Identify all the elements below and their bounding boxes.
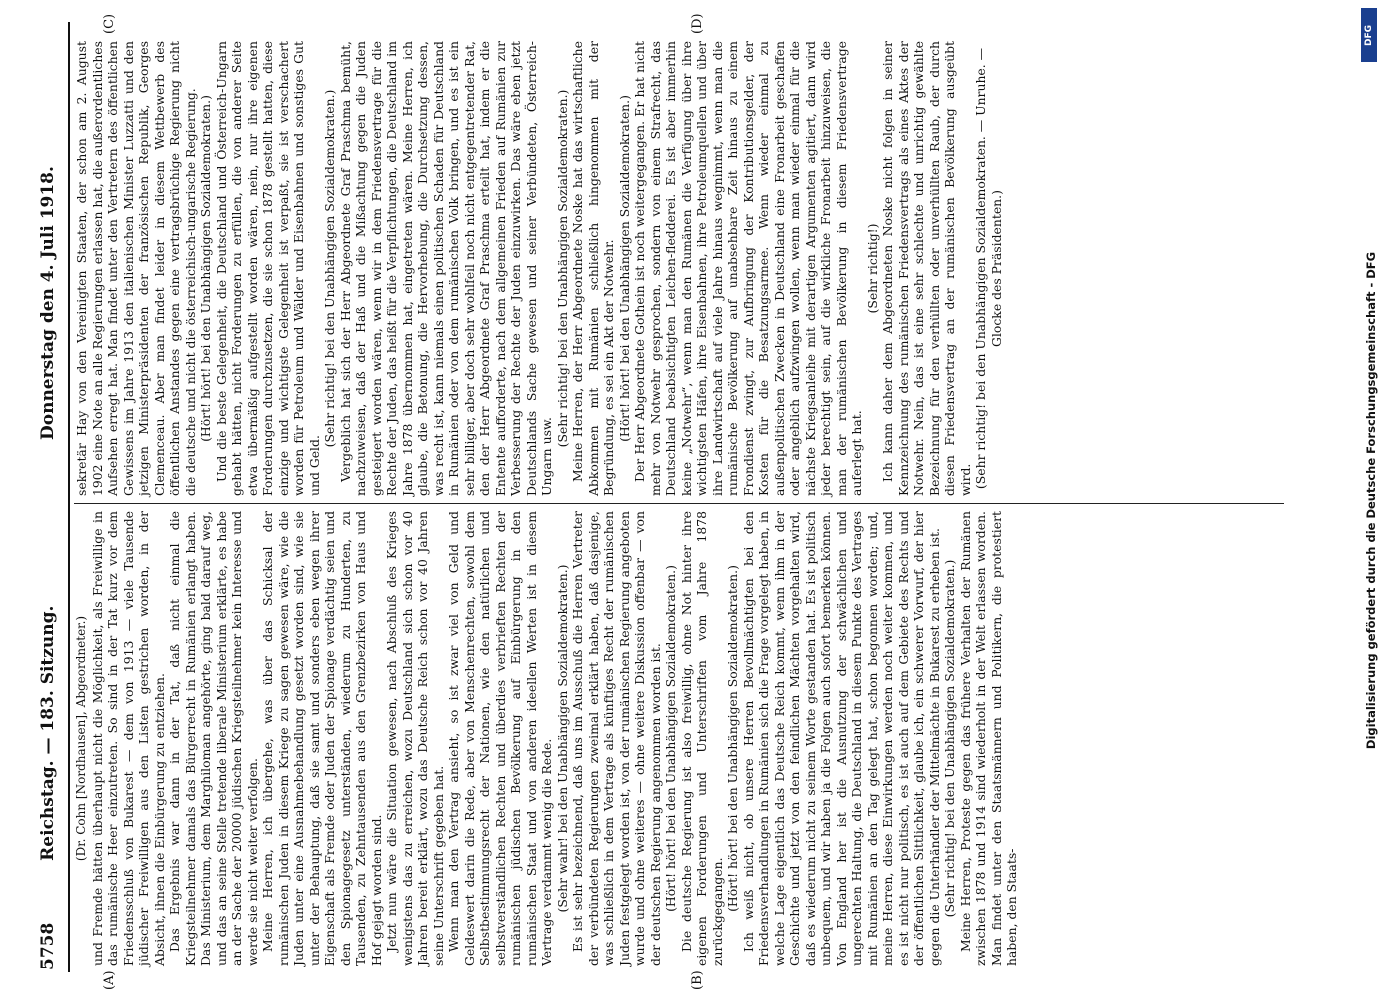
interjection: (Sehr richtig! bei den Unabhängigen Sozialdemokraten.) xyxy=(942,559,957,918)
paragraph: und Fremde hätten überhaupt nicht die Möglichkeit, als Freiwillige in das rumänische Heer einzutreten. So sind in der Tat kurz vor dem Friedensschluß von Bukarest — dem von 1913 — viele Tausende jüdischer Freiwilligen aus den Listen gestrichen worden, in der Absicht, ihnen die Einbürgerung zu entziehen. xyxy=(89,511,167,966)
right-column xyxy=(74,41,1004,496)
paragraph: Ich weiß nicht, ob unsere Herren Bevollmächtigten bei den Friedensverhandlungen in Rumänien sich die Frage vorgelegt haben, in welche Lage eigentlich das Deutsche Reich kommt, wenn ihm in der Geschichte und jetzt von den feindlichen Mächten vorgehalten wird, daß es wiederum nicht zu seinem Worte gestanden hat. Es ist politisch unbequem, und wir haben ja die Folgen auch sofort bemerken können. Von England her ist die Ausnutzung der schwächlichen und ungerechten Haltung, die Deutschland in diesem Punkte des Vertrages mit Rumänien an den Tag gelegt hat, schon begonnen worden; und, meine Herren, diese Einwirkungen werden noch weiter kommen, und es ist nicht nur politisch, es ist auch auf dem Gebiete des Rechts und der öffentlichen Sittlichkeit, glaube ich, ein schwerer Vorwurf, der hier gegen die Unterhändler der Mittelmächte in Bukarest zu erheben ist. xyxy=(740,511,942,966)
paragraph: Meine Herren, Proteste gegen das frühere Verhalten der Rumänen zwischen 1878 und 1914 sind wiederholt in der Welt erlassen worden. Man findet unter den Staatsmännern und Politikern, die protestiert haben, den Staats- xyxy=(957,511,1019,966)
interjection: (Hört! hört! bei den Unabhängigen Sozialdemokraten.) xyxy=(663,565,678,912)
paragraph: Der Herr Abgeordnete Gothein ist noch weitergegangen. Er hat nicht mehr von Notwehr gesprochen, sondern von einem Strafrecht, das Deutschland beabsichtigten Leichen-fledderei. Es ist aber immerhin keine „Notwehr“, wenn man den Rumänen die Verfügung über ihre wichtigsten Häfen, ihre Eisenbahnen, ihre Petroleumquellen und über ihre Landwirtschaft auf viele Jahre hinaus wegnimmt, wenn man die rumänische Bevölkerung auf unabsehbare Zeit hinaus zu einem Frondienst zwingt, zur Aufbringung der Kontributionsgelder, der Kosten für die Besatzungsarmee. Wenn wieder einmal zu außenpolitischen Zwecken in Deutschland eine Fronarbeit geschaffen oder angeblich aufzwingen wollen, wenn man wieder einmal für die nächste Kriegsanleihe mit derartigen Argumenten agitiert, dann wird jeder berechtigt sein, auf die wirkliche Fronarbeit hinzuweisen, die man der rumänischen Bevölkerung in diesem Friedensvertrage auferlegt hat. xyxy=(632,41,864,496)
paragraph: Jetzt nun wäre die Situation gewesen, nach Abschluß des Krieges wenigstens das zu erreichen, wozu Deutschland sich schon vor 40 Jahren bereit erklärt, wozu das Deutsche Reich schon vor 40 Jahren seine Unterschrift gegeben hat. xyxy=(384,511,446,966)
paragraph: Das Ergebnis war dann in der Tat, daß nicht einmal die Kriegsteilnehmer damals das Bürgerrecht in Rumänien erlangt haben. Das Ministerium, dem Marghiloman angehörte, ging bald darauf weg, und das an seine Stelle tretende liberale Ministerium erklärte, es habe an der Sache der 20000 jüdischen Kriegsteilnehmer kein Interesse und werde sie nicht weiter verfolgen. xyxy=(167,511,260,966)
digitization-credit xyxy=(1359,8,1383,993)
paragraph: Und die beste Gelegenheit, die Deutschland und Österreich-Ungarn gehabt hätten, nicht Forderungen zu erfüllen, die von anderer Seite etwa übermäßig aufgestellt worden wären, nein, nur ihre eigenen Forderungen durchzusetzen, die sie schon 1878 gestellt hatten, diese einzige und wichtigste Gelegenheit ist verpaßt, sie ist verschachert worden für Petroleum und Wälder und Eisenbahnen und sonstiges Gut und Geld. xyxy=(213,41,322,496)
interjection: (Sehr richtig! bei den Unabhängigen Sozialdemokraten.) xyxy=(554,89,570,448)
interjection: (Sehr richtig! bei den Unabhängigen Sozialdemokraten.) xyxy=(322,89,337,448)
interjection: (Hört! hört! bei den Unabhängigen Sozialdemokraten.) xyxy=(198,95,213,442)
column-divider xyxy=(74,503,1284,504)
interjection: (Hört! hört! bei den Unabhängigen Sozialdemokraten.) xyxy=(616,95,632,442)
header-rule xyxy=(68,22,70,972)
date-title: Donnerstag den 4. Juli 1918. xyxy=(38,166,58,440)
paragraph: Die deutsche Regierung ist also freiwillig, ohne Not hinter ihre eigenen Forderungen und Unterschriften vom Jahre 1878 zurückgegangen. xyxy=(678,511,725,966)
page-number: 5758 xyxy=(38,922,58,970)
paragraph: Vergeblich hat sich der Herr Abgeordnete Graf Praschma bemüht, nachzuweisen, daß der Haß und die Mißachtung gegen die Juden gesteigert worden wären, wenn wir in dem Friedensvertrage für die Rechte der Juden, das heißt für die Verpflichtungen, die Deutschland im Jahre 1878 übernommen hat, eingetreten wären. Meine Herren, ich glaube, die Betonung, die Hervorhebung, die Durchsetzung dessen, was recht ist, kann niemals einen politischen Schaden für Deutschland in Rumänien oder von dem rumänischen Volk bringen, und es ist ein sehr billiger, aber doch sehr wohlfeil noch nicht entgegentretender Rat, den der Herr Abgeordnete Graf Praschma erteilt hat, indem er die Entente aufforderte, nach dem allgemeinen Frieden auf Rumänien zur Verbesserung der Rechte der Juden einzuwirken. Das wäre eben jetzt Deutschlands Sache gewesen und seiner Verbündeten, Österreich-Ungarn usw. xyxy=(337,41,554,496)
margin-mark-b: (B) xyxy=(690,970,705,990)
paragraph: Ich kann daher dem Abgeordneten Noske nicht folgen in seiner Kennzeichnung des rumänischen Friedensvertrags als eines Aktes der Notwehr. Nein, das ist eine sehr schlechte und unrichtig gewählte Bezeichnung für den verhüllten oder unverhüllten Raub, der durch diesen Friedensvertrag an der rumänischen Bevölkerung ausgeübt wird. xyxy=(880,41,973,496)
margin-mark-a: (A) xyxy=(102,970,117,990)
interjection: (Sehr richtig! bei den Unabhängigen Sozialdemokraten. — Unruhe. — Glocke des Präsidenten.) xyxy=(973,47,1004,490)
paragraph: Wenn man den Vertrag ansieht, so ist zwar viel von Geld und Geldeswert darin die Rede, aber von Menschenrechten, sowohl dem Selbstbestimmungsrecht der Nationen, wie den natürlichen und selbstverständlichen Rechten und überdies verbrieften Rechten der rumänischen jüdischen Bevölkerung auf Einbürgerung in den rumänischen Staat und von anderen ideellen Werten ist in diesem Vertrage verdammt wenig die Rede. xyxy=(446,511,554,966)
left-column xyxy=(74,511,1020,966)
interjection: (Sehr wahr! bei den Unabhängigen Sozialdemokraten.) xyxy=(554,564,570,913)
session-title: Reichstag. — 183. Sitzung. xyxy=(38,605,58,861)
speaker-line: (Dr. Cohn [Nordhausen], Abgeordneter.) xyxy=(74,615,88,862)
margin-mark-c: (C) xyxy=(102,13,117,34)
credit-text: Digitalisierung gefördert durch die Deutsche Forschungsgemeinschaft - DFG xyxy=(1364,251,1378,750)
interjection: (Sehr richtig!) xyxy=(864,223,880,314)
paragraph: Es ist sehr bezeichnend, daß uns im Ausschuß die Herren Vertreter der verbündeten Regierungen zweimal erklärt haben, daß dasjenige, was schließlich in dem Vertrage als künftiges Recht der rumänischen Juden festgelegt worden ist, von der rumänischen Regierung angeboten wurde und ohne weiteres — ohne weitere Diskussion offenbar — von der deutschen Regierung angenommen worden ist. xyxy=(570,511,663,966)
page-header-center xyxy=(38,166,66,440)
interjection: (Hört! hört! bei den Unabhängigen Sozialdemokraten.) xyxy=(725,565,740,912)
paragraph: sekretär Hay von den Vereinigten Staaten, der schon am 2. August 1902 eine Note an alle Regierungen erlassen hat, die außerordentliches Aufsehen erregt hat. Man findet unter den Vertretern des öffentlichen Gewissens im Jahre 1913 den italienischen Minister Luzzatti und den jetzigen Ministerpräsidenten der französischen Republik, Georges Clemenceau. Aber man findet leider in diesem Wettbewerb des öffentlichen Anstandes gegen eine vertragsbrüchige Regierung nicht die deutsche und nicht die österreichisch-ungarische Regierung. xyxy=(74,41,198,496)
margin-mark-d: (D) xyxy=(690,13,705,34)
dfg-logo: DFG xyxy=(1361,8,1377,62)
paragraph: Meine Herren, ich übergehe, was über das Schicksal der rumänischen Juden in diesem Kriege zu sagen gewesen wäre, wie die Juden unter eine Ausnahmebehandlung gesetzt worden sind, wie sie unter der Behauptung, daß sie samt und sonders eben wegen ihrer Eigenschaft als Fremde oder Juden der Spionage verdächtig seien und den Spionagegesetz unterständen, wiederum zu Hunderten, zu Tausenden, zu Zehntausenden aus den Grenzbezirken von Haus und Hof gejagt worden sind. xyxy=(260,511,384,966)
page-header-left xyxy=(38,606,66,970)
paragraph: Meine Herren, der Herr Abgeordnete Noske hat das wirtschaftliche Abkommen mit Rumänien schließlich hingenommen mit der Begründung, es sei ein Akt der Notwehr. xyxy=(570,41,616,496)
